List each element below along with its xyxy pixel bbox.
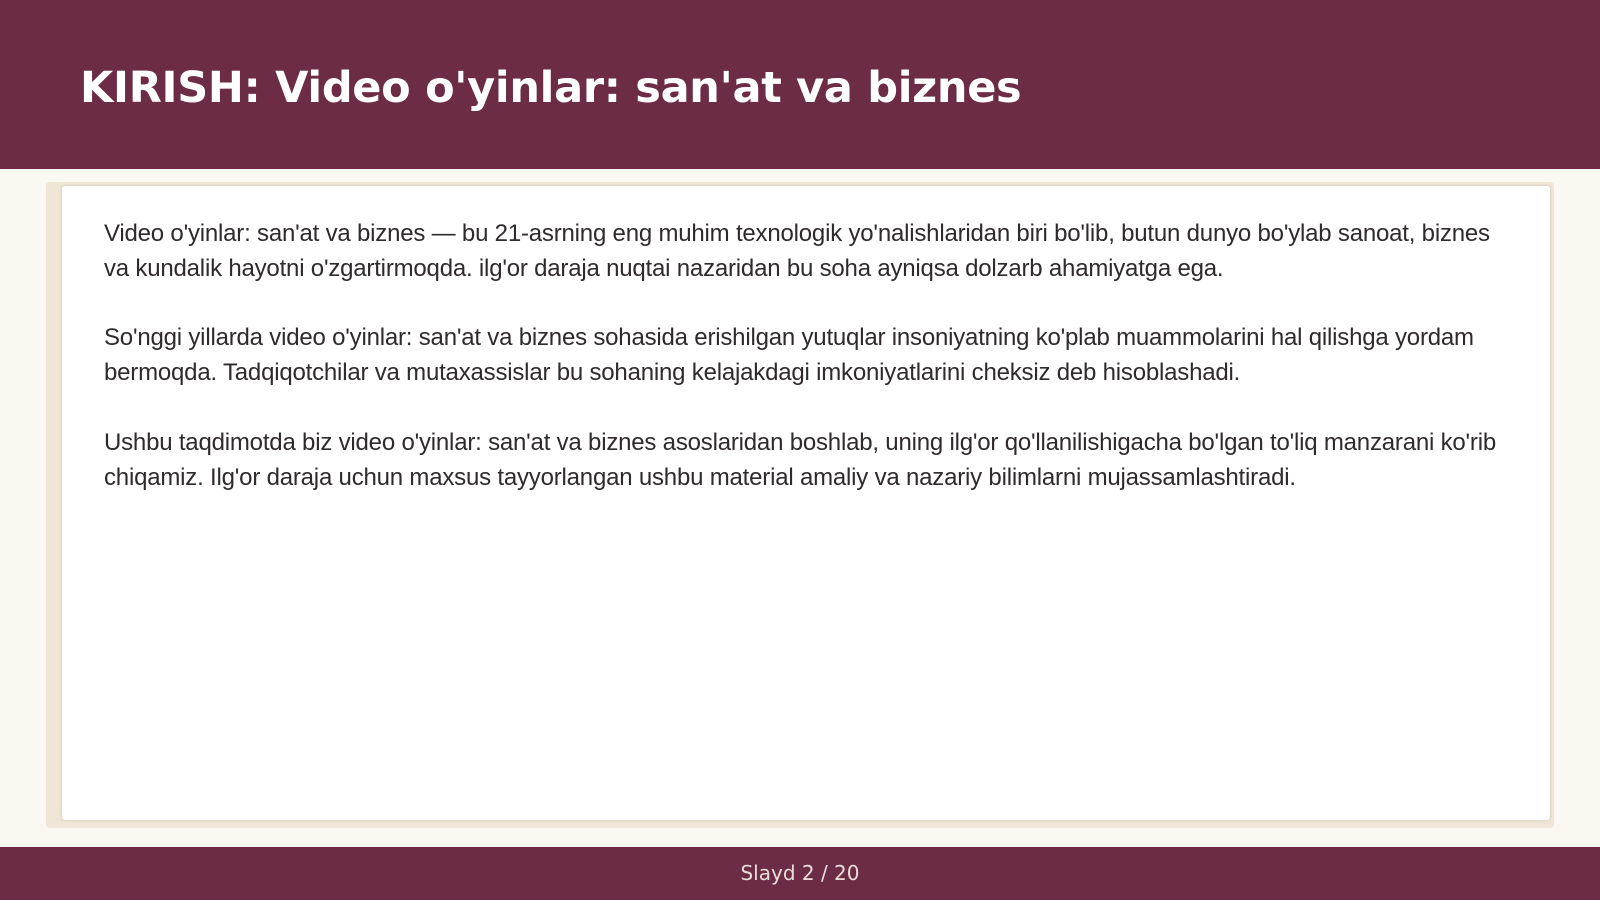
slide-body (104, 217, 1504, 530)
body-paragraph-1: Video o'yinlar: san'at va biznes — bu 21-asrning eng muhim texnologik yo'nalishlaridan biri bo'lib, butun dunyo bo'ylab sanoat, biznes va kundalik hayotni o'zgartirmoqda. ilg'or daraja nuqtai nazaridan bu soha ayniqsa dolzarb ahamiyatga ega. (104, 220, 1490, 282)
slide-header (0, 0, 1600, 169)
slide-title: KIRISH: Video o'yinlar: san'at va biznes (80, 63, 1022, 113)
slide-counter: Slayd 2 / 20 (740, 861, 860, 885)
slide-footer (0, 847, 1600, 900)
body-paragraph-2: So'nggi yillarda video o'yinlar: san'at va biznes sohasida erishilgan yutuqlar insoniyatning ko'plab muammolarini hal qilishga yordam bermoqda. Tadqiqotchilar va mutaxassislar bu sohaning kelajakdagi imkoniyatlarini cheksiz deb hisoblashadi. (104, 324, 1474, 387)
body-paragraph-3: Ushbu taqdimotda biz video o'yinlar: san'at va biznes asoslaridan boshlab, uning ilg'or qo'llanilishigacha bo'lgan to'liq manzarani ko'rib chiqamiz. Ilg'or daraja uchun maxsus tayyorlangan ushbu material amaliy va nazariy bilimlarni mujassamlashtiradi. (104, 428, 1496, 491)
